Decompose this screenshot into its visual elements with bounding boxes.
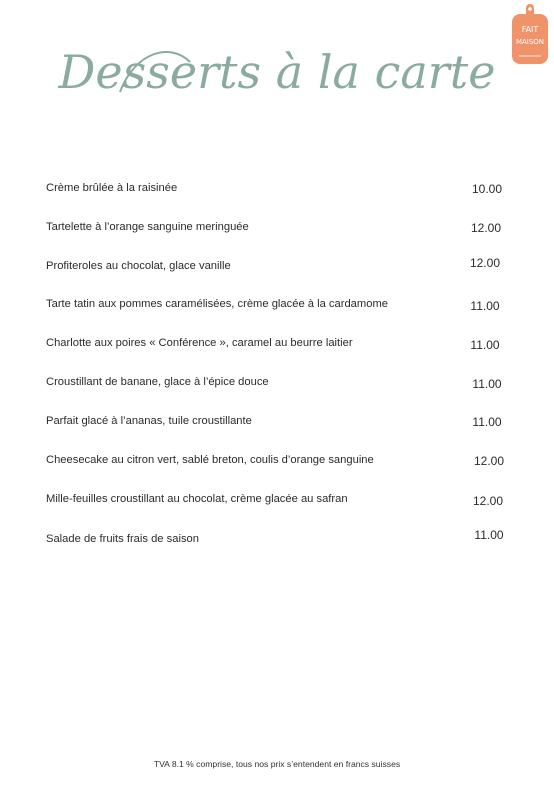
badge-line2: MAISON [515, 38, 545, 46]
item-price: 12.00 [472, 494, 504, 508]
page-title [0, 22, 554, 122]
item-name: Parfait glacé à l’ananas, tuile croustillante [46, 415, 252, 427]
item-price: 12.00 [469, 256, 501, 270]
item-price: 11.00 [470, 338, 500, 352]
cutting-board-icon [511, 4, 549, 66]
item-name: Cheesecake au citron vert, sablé breton, coulis d’orange sanguine [46, 454, 374, 466]
badge-hole [528, 7, 532, 11]
item-price: 11.00 [472, 377, 502, 391]
item-name: Charlotte aux poires « Conférence », caramel au beurre laitier [46, 337, 353, 349]
item-name: Croustillant de banane, glace à l’épice douce [46, 376, 269, 388]
item-name: Profiteroles au chocolat, glace vanille [46, 260, 231, 272]
item-name: Crème brûlée à la raisinée [46, 182, 178, 194]
vat-note: TVA 8.1 % comprise, tous nos prix s’entendent en francs suisses [153, 759, 401, 769]
item-price: 11.00 [474, 528, 504, 542]
item-price: 12.00 [473, 454, 505, 468]
item-name: Mille-feuilles croustillant au chocolat, crème glacée au safran [46, 493, 348, 505]
item-name: Tartelette à l’orange sanguine meringuée [46, 221, 249, 233]
item-price: 12.00 [470, 221, 502, 235]
badge-line1: FAIT [521, 25, 539, 34]
title-text: Desserts à la carte [58, 45, 496, 99]
item-name: Tarte tatin aux pommes caramélisées, crème glacée à la cardamome [46, 298, 388, 310]
item-price: 10.00 [471, 182, 503, 196]
title-svg [0, 22, 554, 122]
fait-maison-badge [511, 4, 549, 66]
item-price: 11.00 [470, 299, 500, 313]
item-name: Salade de fruits frais de saison [46, 533, 199, 545]
item-price: 11.00 [472, 415, 502, 429]
